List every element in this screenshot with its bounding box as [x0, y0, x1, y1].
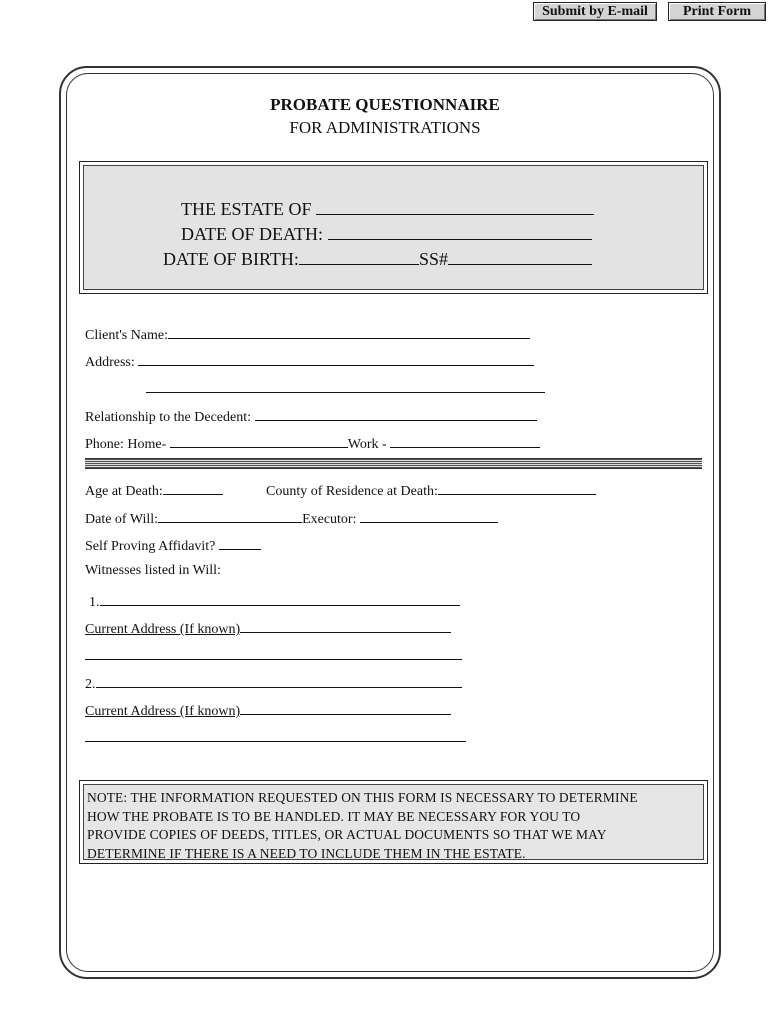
date-of-will-label: Date of Will:: [85, 512, 159, 527]
clients-name-label: Client's Name:: [85, 328, 169, 343]
date-of-death-label: DATE OF DEATH:: [181, 224, 323, 244]
form-subtitle: FOR ADMINISTRATIONS: [289, 118, 481, 137]
current-address-1-field[interactable]: [240, 618, 451, 633]
witness-2-row: [85, 673, 462, 693]
witness-2-label: 2.: [85, 677, 96, 692]
ss-field[interactable]: [448, 247, 592, 265]
estate-of-row: [181, 197, 594, 219]
self-proving-row: [85, 535, 261, 555]
county-label: County of Residence at Death:: [266, 484, 438, 499]
date-of-death-row: [181, 222, 592, 244]
phone-row: [85, 433, 540, 453]
date-of-death-field[interactable]: [328, 222, 592, 240]
work-label: Work -: [347, 437, 387, 452]
self-proving-field[interactable]: [219, 535, 261, 550]
note-line-3: PROVIDE COPIES OF DEEDS, TITLES, OR ACTUAL DOCUMENTS SO THAT WE MAY: [87, 827, 607, 842]
witness-1-field[interactable]: [100, 591, 460, 606]
clients-name-field[interactable]: [168, 324, 530, 339]
age-at-death-label: Age at Death:: [85, 484, 163, 499]
date-of-will-row: [85, 508, 498, 528]
date-of-birth-row: [163, 247, 592, 269]
phone-work-field[interactable]: [390, 433, 540, 448]
relationship-label: Relationship to the Decedent:: [85, 410, 252, 425]
age-at-death-field[interactable]: [163, 480, 223, 495]
current-address-2-line-2-field[interactable]: [85, 741, 466, 742]
relationship-row: [85, 406, 537, 426]
date-of-will-field[interactable]: [158, 508, 302, 523]
address-row: [85, 351, 534, 371]
clients-name-row: [85, 324, 530, 344]
self-proving-label: Self Proving Affidavit?: [85, 539, 216, 554]
executor-field[interactable]: [360, 508, 498, 523]
note-text: [83, 784, 704, 860]
address-line-2-field[interactable]: [146, 392, 545, 393]
age-at-death-row: [85, 480, 223, 500]
ss-label: SS#: [418, 249, 448, 269]
note-box: [79, 780, 708, 864]
address-label: Address:: [85, 355, 135, 370]
current-address-2-label: Current Address (If known): [85, 704, 241, 719]
section-divider: [85, 458, 702, 469]
relationship-field[interactable]: [255, 406, 537, 421]
estate-of-label: THE ESTATE OF: [181, 199, 312, 219]
current-address-1-line-2-field[interactable]: [85, 659, 462, 660]
print-form-button[interactable]: Print Form: [668, 2, 766, 21]
note-line-4: DETERMINE IF THERE IS A NEED TO INCLUDE THEM IN THE ESTATE.: [87, 845, 526, 861]
submit-by-email-button[interactable]: Submit by E-mail: [533, 2, 657, 21]
current-address-2-row: [85, 700, 451, 720]
phone-home-label: Phone: Home-: [85, 437, 167, 452]
executor-label: Executor:: [302, 512, 357, 527]
county-field[interactable]: [438, 480, 596, 495]
address-field[interactable]: [138, 351, 534, 366]
witness-1-label: 1.: [89, 595, 100, 610]
witness-2-field[interactable]: [96, 673, 462, 688]
witness-1-row: [85, 591, 460, 611]
current-address-1-label: Current Address (If known): [85, 622, 241, 637]
form-title: PROBATE QUESTIONNAIRE: [270, 95, 500, 114]
note-line-1: NOTE: THE INFORMATION REQUESTED ON THIS FORM IS NECESSARY TO DETERMINE: [87, 790, 638, 805]
county-row: [266, 480, 596, 500]
current-address-2-field[interactable]: [240, 700, 451, 715]
date-of-birth-label: DATE OF BIRTH:: [163, 249, 299, 269]
date-of-birth-field[interactable]: [299, 247, 419, 265]
witnesses-label: Witnesses listed in Will:: [85, 563, 221, 578]
note-line-2: HOW THE PROBATE IS TO BE HANDLED. IT MAY BE NECESSARY FOR YOU TO: [87, 808, 581, 824]
current-address-1-row: [85, 618, 451, 638]
phone-home-field[interactable]: [170, 433, 348, 448]
estate-of-field[interactable]: [316, 197, 594, 215]
